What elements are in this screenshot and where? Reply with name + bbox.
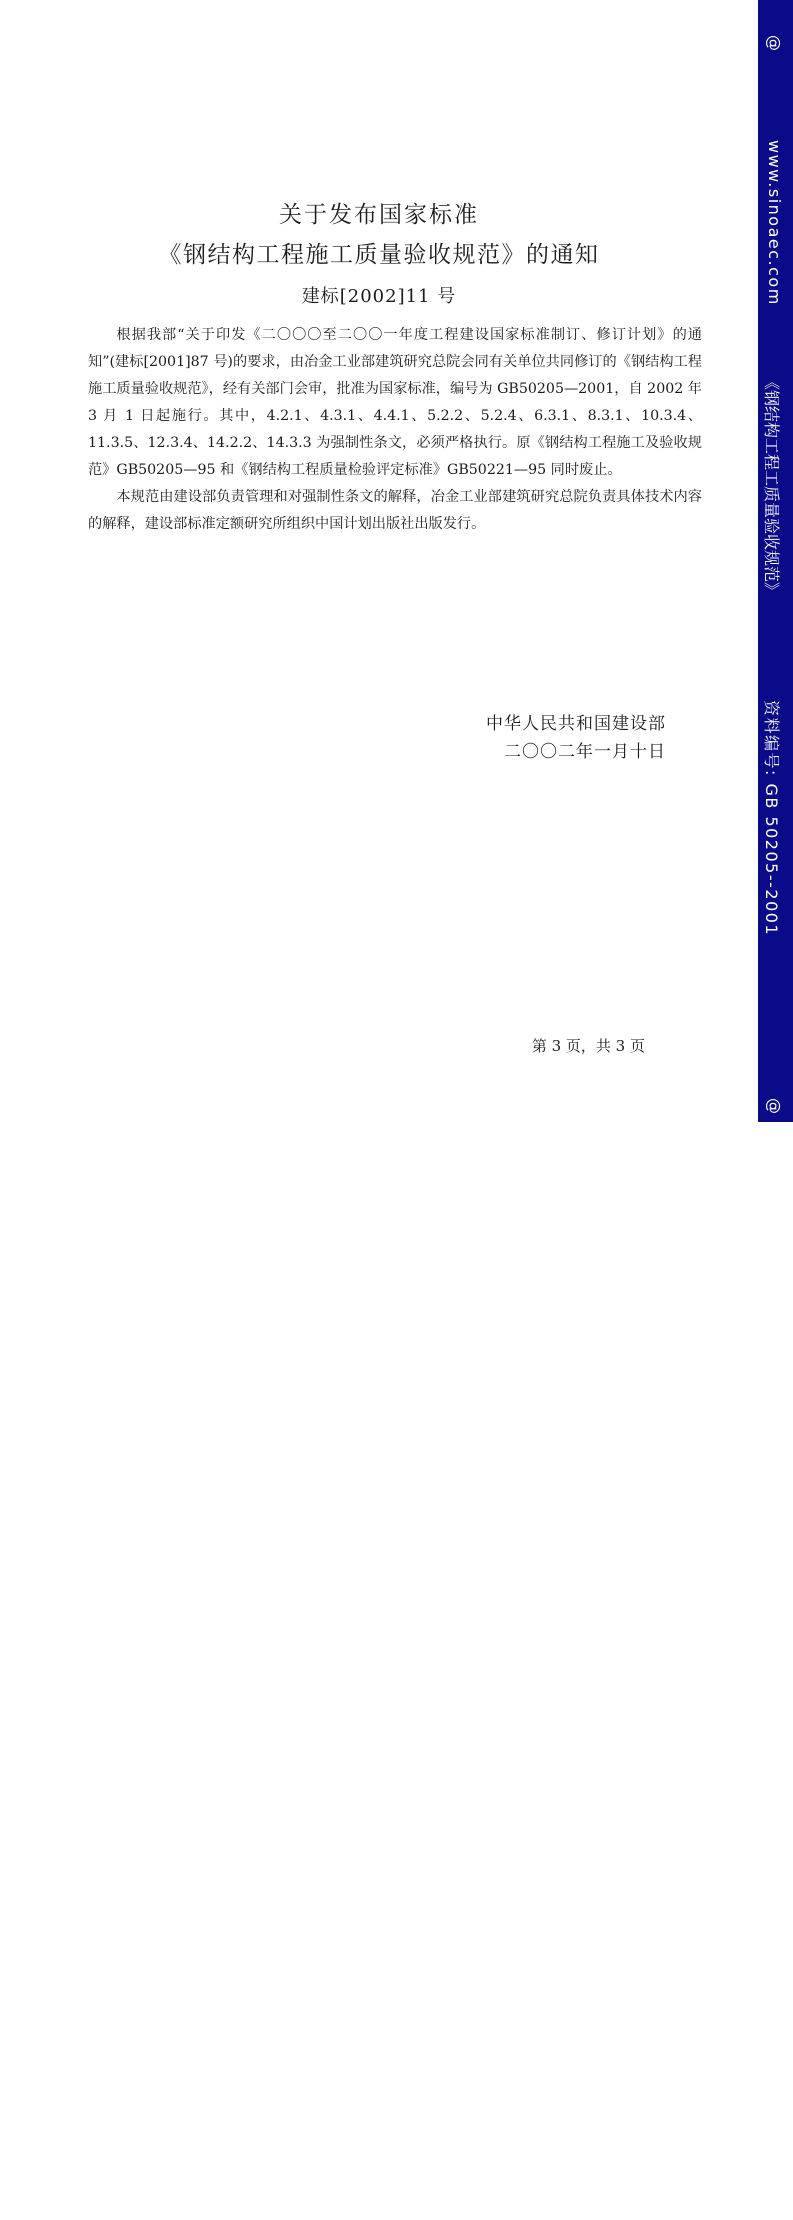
document-number: 建标[2002]11 号 xyxy=(301,286,457,307)
at-symbol-bottom: @ xyxy=(765,1098,784,1114)
issuer-name: 中华人民共和国建设部 xyxy=(486,714,666,734)
notice-paragraph-2: 本规范由建设部负责管理和对强制性条文的解释，冶金工业部建筑研究总院负责具体技术内容的解释，建设部标准定额研究所组织中国计划出版社出版发行。 xyxy=(88,489,702,532)
page-indicator: 第 3 页，共 3 页 xyxy=(531,1037,645,1055)
notice-paragraph-1: 根据我部“关于印发《二〇〇〇至二〇〇一年度工程建设国家标准制订、修订计划》的通知”(建标[2001]87 号)的要求，由冶金工业部建筑研究总院会同有关单位共同修订的《钢结构工程施工质量验收规范》，经有关部门会审，批准为国家标准，编号为 GB50205—2001，自 2002 年 3 月 1 日起施行。其中，4.2.1、4.3.1、4.4.1、5.2.2、5.2.4、6.3.1、8.3.1、10.3.4、11.3.5、12.3.4、14.2.2、14.3.3 为强制性条文，必须严格执行。原《钢结构工程施工及验收规范》GB50205—95 和《钢结构工程质量检验评定标准》GB50221—95 同时废止。 xyxy=(88,327,702,478)
document-page xyxy=(0,0,758,1122)
issue-date: 二〇〇二年一月十日 xyxy=(504,742,666,762)
side-banner xyxy=(758,0,793,1122)
notice-body xyxy=(88,322,702,538)
doc-code-label: 资料编号: GB 50205--2001 xyxy=(762,700,781,937)
standard-name-label: 《钢结构工程工质量验收规范》 xyxy=(762,374,781,599)
notice-title-line1: 关于发布国家标准 xyxy=(279,202,479,228)
notice-title-line2: 《钢结构工程施工质量验收规范》的通知 xyxy=(158,242,600,268)
website-link[interactable]: www.sinoaec.com xyxy=(765,140,784,306)
at-symbol-top: @ xyxy=(765,35,784,51)
